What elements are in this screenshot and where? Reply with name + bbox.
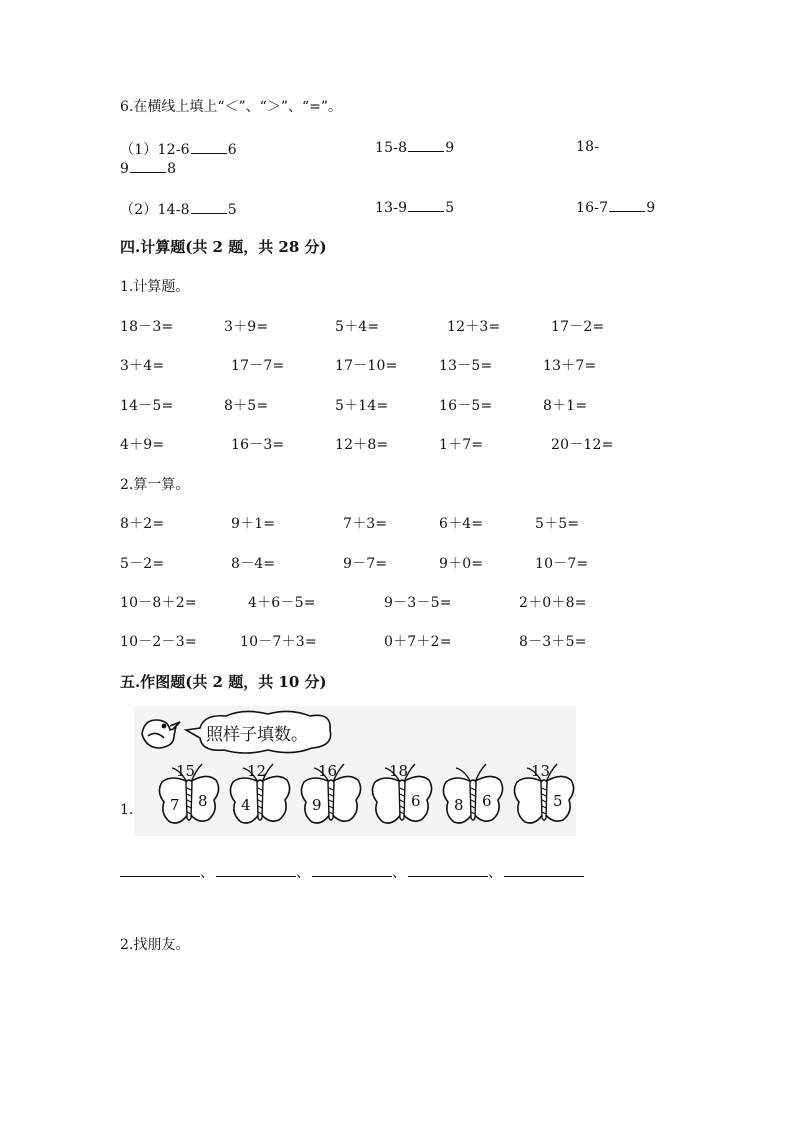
- butterfly-right-number: 8: [198, 792, 208, 810]
- butterfly-right-number: 6: [411, 792, 421, 810]
- s4q1-r4c3: 12＋8=: [335, 437, 389, 453]
- answer-line-4[interactable]: [408, 875, 488, 877]
- s4-q1-title: 1.计算题。: [120, 279, 190, 295]
- s5-q1-number: 1.: [120, 802, 134, 818]
- s5-q2-title: 2.找朋友。: [120, 937, 190, 953]
- butterfly-right-number: 6: [482, 792, 492, 810]
- q6-r2-i2-prefix: 13-9: [375, 200, 408, 216]
- s4q2-r1c3: 7＋3=: [343, 516, 388, 532]
- s4q2-r3c4: 2＋0＋8=: [519, 595, 587, 611]
- q6-r1-wrap-prefix: 9: [120, 161, 130, 177]
- q6-r1-i2-prefix: 15-8: [375, 140, 408, 156]
- butterfly-left-number: 4: [241, 796, 251, 814]
- s4q2-r1c4: 6＋4=: [439, 516, 484, 532]
- s4q1-r2c5: 13＋7=: [543, 358, 597, 374]
- s4q2-r4c1: 10－2－3=: [120, 634, 197, 650]
- s4q2-r2c1: 5－2=: [120, 556, 165, 572]
- answer-line-5[interactable]: [504, 875, 584, 877]
- q6-r2-i2-suffix: 5: [445, 200, 455, 216]
- s4-q2-title: 2.算一算。: [120, 477, 190, 493]
- s4q1-r2c3: 17－10=: [335, 358, 398, 374]
- q6-r2-i3-suffix: 9: [646, 200, 656, 216]
- q6-title: 6.在横线上填上“＜”、“＞”、“=”。: [120, 99, 343, 115]
- separator-1: 、: [200, 865, 214, 881]
- s4q1-r4c1: 4＋9=: [120, 437, 165, 453]
- s4q1-r4c4: 1＋7=: [439, 437, 484, 453]
- q6-r2-i1-blank[interactable]: [191, 201, 227, 214]
- q6-row1-item2: [375, 139, 454, 156]
- speech-text: 照样子填数。: [206, 725, 308, 745]
- s4q1-r1c1: 18－3=: [120, 319, 174, 335]
- s4q2-r2c3: 9－7=: [343, 556, 388, 572]
- s4q1-r2c2: 17－7=: [231, 358, 285, 374]
- butterfly-body: [328, 780, 334, 820]
- s4q2-r2c2: 8－4=: [231, 556, 276, 572]
- s4q1-r1c3: 5＋4=: [335, 319, 380, 335]
- answer-line-1[interactable]: [120, 875, 200, 877]
- section5-title: 五.作图题(共 2 题，共 10 分): [120, 673, 327, 691]
- s4q1-r3c3: 5＋14=: [335, 398, 389, 414]
- s4q2-r2c5: 10－7=: [535, 556, 589, 572]
- s4q1-r2c4: 13－5=: [439, 358, 493, 374]
- s4q1-r3c1: 14－5=: [120, 398, 174, 414]
- butterfly-body: [399, 780, 405, 820]
- s4q2-r3c3: 9－3－5=: [384, 595, 452, 611]
- butterfly-top-number: 15: [176, 762, 196, 780]
- q6-row1-wrap: [120, 160, 176, 177]
- q6-row2-item3: [576, 199, 655, 216]
- s4q1-r1c5: 17－2=: [551, 319, 605, 335]
- q6-row2-item2: [375, 199, 454, 216]
- q6-r2-i2-blank[interactable]: [408, 199, 444, 212]
- answer-line-2[interactable]: [216, 875, 296, 877]
- s4q2-r2c4: 9＋0=: [439, 556, 484, 572]
- s4q1-r4c2: 16－3=: [231, 437, 285, 453]
- q6-row1-item3: [576, 139, 599, 155]
- s4q1-r2c1: 3＋4=: [120, 358, 165, 374]
- q6-r2-i1-suffix: 5: [227, 202, 237, 218]
- s4q1-r3c2: 8＋5=: [224, 398, 269, 414]
- q6-r1-i2-suffix: 9: [445, 140, 455, 156]
- butterfly-right-number: 5: [553, 792, 563, 810]
- s4q2-r4c3: 0＋7＋2=: [384, 634, 452, 650]
- s4q2-r4c4: 8－3＋5=: [519, 634, 587, 650]
- q6-row1-item1: [120, 139, 237, 159]
- answer-line-3[interactable]: [312, 875, 392, 877]
- butterfly-top-number: 16: [318, 762, 338, 780]
- butterfly-body: [257, 780, 263, 820]
- q6-r1-wrap-suffix: 8: [167, 161, 177, 177]
- q6-r2-i3-prefix: 16-7: [576, 200, 609, 216]
- separator-4: 、: [488, 865, 502, 881]
- s4q2-r1c1: 8＋2=: [120, 516, 165, 532]
- butterfly-left-number: 9: [312, 796, 322, 814]
- q6-row2-item1: [120, 199, 237, 219]
- q6-r1-i3-prefix: 18-: [576, 139, 600, 155]
- q6-r2-i1-prefix: （2）14-8: [120, 202, 190, 218]
- butterfly-figure: [134, 706, 576, 836]
- q6-r1-i2-blank[interactable]: [408, 139, 444, 152]
- s4q2-r4c2: 10－7＋3=: [240, 634, 317, 650]
- q6-r1-i1-blank[interactable]: [191, 141, 227, 154]
- butterfly-top-number: 12: [247, 762, 267, 780]
- s4q2-r1c2: 9＋1=: [231, 516, 276, 532]
- s4q2-r3c2: 4＋6－5=: [248, 595, 316, 611]
- s4q1-r3c4: 16－5=: [439, 398, 493, 414]
- q6-r1-i1-prefix: （1）12-6: [120, 142, 190, 158]
- q6-r2-i3-blank[interactable]: [609, 199, 645, 212]
- butterfly-body: [186, 780, 192, 820]
- separator-2: 、: [296, 865, 310, 881]
- s4q2-r3c1: 10－8＋2=: [120, 595, 197, 611]
- s4q2-r1c5: 5＋5=: [535, 516, 580, 532]
- butterfly-top-number: 13: [531, 762, 551, 780]
- section4-title: 四.计算题(共 2 题，共 28 分): [120, 238, 327, 256]
- s4q1-r1c2: 3＋9=: [224, 319, 269, 335]
- butterfly-body: [541, 780, 547, 820]
- separator-3: 、: [392, 865, 406, 881]
- q6-r1-wrap-blank[interactable]: [130, 160, 166, 173]
- butterfly-body: [470, 780, 476, 820]
- butterfly-top-number: 18: [389, 762, 409, 780]
- butterfly-left-number: 8: [454, 796, 464, 814]
- s4q1-r4c5: 20－12=: [551, 437, 614, 453]
- s4q1-r1c4: 12＋3=: [447, 319, 501, 335]
- q6-r1-i1-suffix: 6: [227, 142, 237, 158]
- butterfly-left-number: 7: [170, 796, 180, 814]
- s4q1-r3c5: 8＋1=: [543, 398, 588, 414]
